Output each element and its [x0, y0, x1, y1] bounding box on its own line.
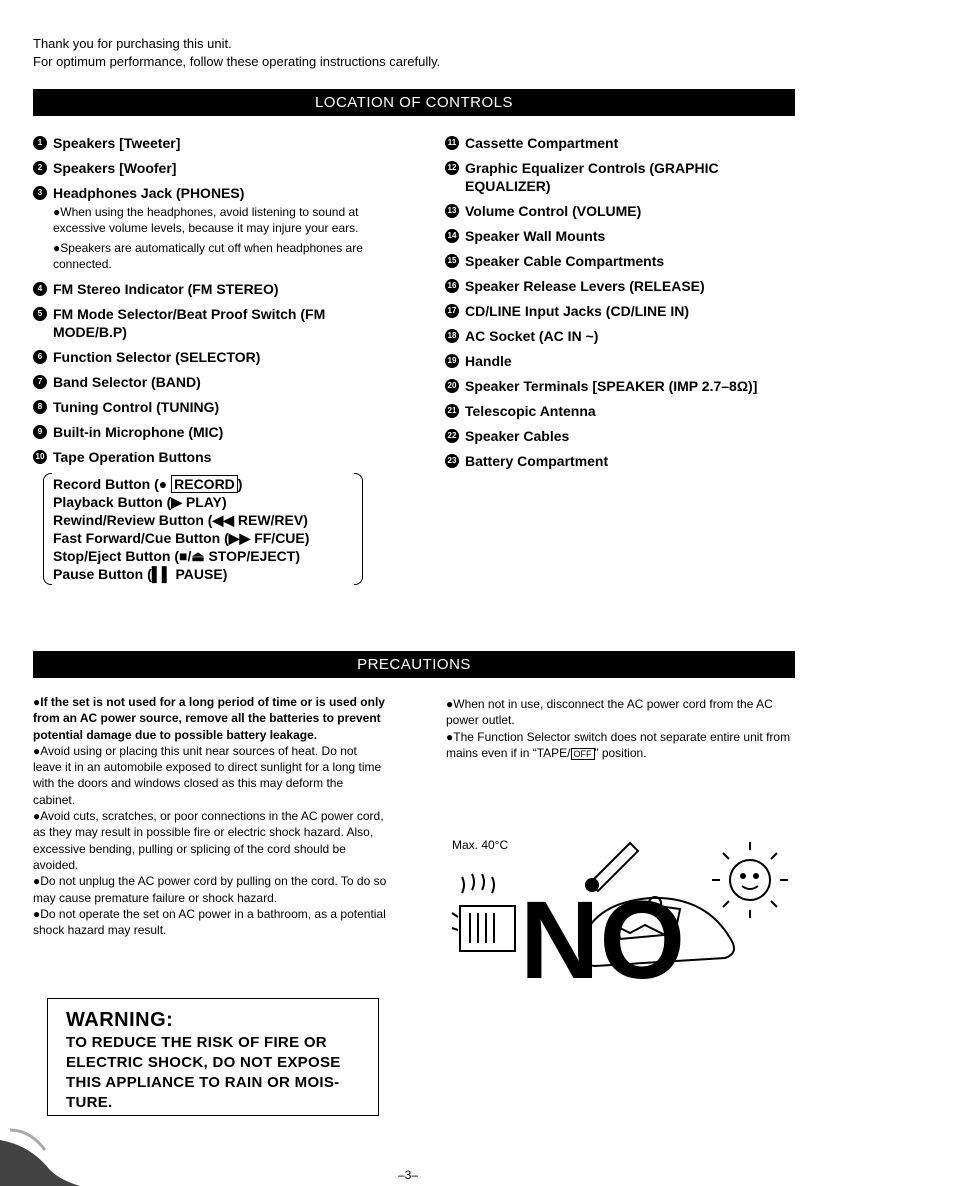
control-note: ●When using the headphones, avoid listening to sound at excessive volume levels, because it may injure your ears.	[53, 205, 359, 235]
control-number-badge: 2	[33, 161, 47, 175]
control-item	[445, 159, 805, 195]
control-number-badge: 5	[33, 307, 47, 321]
page-number: –3–	[398, 1168, 419, 1182]
control-number-badge: 10	[33, 450, 47, 464]
precaution-function-selector-text: ●The Function Selector switch does not separate entire unit from mains even if in “TAPE/	[446, 729, 791, 760]
control-number-badge: 16	[445, 279, 459, 293]
control-label: Speaker Terminals [SPEAKER (IMP 2.7–8Ω)]	[465, 378, 758, 394]
control-item	[33, 184, 393, 202]
control-item	[445, 134, 805, 152]
precautions-left-column	[33, 694, 387, 938]
warning-box	[47, 998, 379, 1116]
control-label: FM Mode Selector/Beat Proof Switch (FM MODE/B.P)	[53, 306, 326, 340]
control-item	[33, 423, 393, 441]
control-item	[33, 159, 393, 177]
control-item	[33, 134, 393, 152]
control-number-badge: 23	[445, 454, 459, 468]
control-number-badge: 21	[445, 404, 459, 418]
control-item	[445, 202, 805, 220]
tape-rew-button: Rewind/Review Button (◀◀ REW/REV)	[53, 512, 308, 528]
heater-icon	[452, 874, 515, 951]
control-label: Speaker Wall Mounts	[465, 228, 606, 244]
control-note: ●Speakers are automatically cut off when headphones are connected.	[53, 241, 363, 271]
tape-ff-button: Fast Forward/Cue Button (▶▶ FF/CUE)	[53, 530, 310, 546]
heat-warning-illustration	[450, 838, 810, 988]
control-label: Band Selector (BAND)	[53, 374, 201, 390]
control-number-badge: 17	[445, 304, 459, 318]
control-item	[445, 377, 805, 395]
precaution-item: ●Avoid cuts, scratches, or poor connections in the AC power cord, as they may result in possible fire or electric shock hazard. Also, excessive bending, pulling or splicing of the cord should be avoided.	[33, 809, 384, 872]
control-item	[445, 402, 805, 420]
control-number-badge: 6	[33, 350, 47, 364]
tape-play-button: Playback Button (▶ PLAY)	[53, 494, 227, 510]
control-number-badge: 4	[33, 282, 47, 296]
control-item	[445, 352, 805, 370]
control-number-badge: 3	[33, 186, 47, 200]
control-number-badge: 22	[445, 429, 459, 443]
control-number-badge: 8	[33, 400, 47, 414]
control-label: Battery Compartment	[465, 453, 609, 469]
control-number-badge: 13	[445, 204, 459, 218]
controls-list-right	[445, 134, 805, 477]
control-number-badge: 15	[445, 254, 459, 268]
precaution-item: ●Do not unplug the AC power cord by pulling on the cord. To do so may cause premature failure or shock hazard.	[33, 874, 387, 905]
control-label: Speaker Cable Compartments	[465, 253, 665, 269]
warning-title: WARNING:	[66, 1009, 174, 1031]
precautions-right-column	[446, 696, 798, 762]
control-item	[445, 252, 805, 270]
control-item	[445, 452, 805, 470]
control-label: Cassette Compartment	[465, 135, 619, 151]
control-number-badge: 18	[445, 329, 459, 343]
control-label: Headphones Jack (PHONES)	[53, 185, 245, 201]
record-label: Record Button (●	[53, 476, 172, 492]
control-item	[33, 398, 393, 416]
control-number-badge: 9	[33, 425, 47, 439]
control-label: Speaker Release Levers (RELEASE)	[465, 278, 705, 294]
precaution-item: ●If the set is not used for a long period of time or is used only from an AC power source, remove all the batteries to prevent potential damage due to possible battery leakage.	[33, 695, 385, 742]
control-label: Graphic Equalizer Controls (GRAPHIC EQUALIZER)	[465, 160, 719, 194]
control-label: Function Selector (SELECTOR)	[53, 349, 261, 365]
control-number-badge: 19	[445, 354, 459, 368]
control-label: CD/LINE Input Jacks (CD/LINE IN)	[465, 303, 690, 319]
control-label: Speaker Cables	[465, 428, 570, 444]
control-label: Tape Operation Buttons	[53, 449, 212, 465]
tape-stop-button: Stop/Eject Button (■/⏏ STOP/EJECT)	[53, 548, 300, 564]
precaution-item: ●Do not operate the set on AC power in a bathroom, as a potential shock hazard may result.	[33, 906, 386, 938]
control-number-badge: 20	[445, 379, 459, 393]
control-label: FM Stereo Indicator (FM STEREO)	[53, 281, 279, 297]
scan-smudge	[0, 1120, 90, 1186]
precaution-item: ●Avoid using or placing this unit near sources of heat. Do not leave it in an automobile exposed to direct sunlight for a long time with the doors and windows closed as this may deform the cabinet.	[33, 743, 382, 807]
tape-buttons-group	[43, 473, 363, 585]
control-label: AC Socket (AC IN ~)	[465, 328, 599, 344]
control-item	[33, 348, 393, 366]
control-label: Built-in Microphone (MIC)	[53, 424, 224, 440]
control-item	[445, 277, 805, 295]
control-item	[445, 227, 805, 245]
tape-record-button	[53, 475, 363, 493]
precautions-header: PRECAUTIONS	[33, 651, 795, 678]
control-item	[33, 305, 393, 341]
off-label-box: OFF	[571, 748, 595, 760]
control-number-badge: 7	[33, 375, 47, 389]
control-item	[33, 448, 393, 466]
record-suffix: )	[237, 476, 243, 492]
control-item	[33, 373, 393, 391]
intro-text	[33, 35, 440, 71]
control-number-badge: 1	[33, 136, 47, 150]
control-number-badge: 12	[445, 161, 459, 175]
record-box: RECORD	[171, 475, 238, 493]
control-item	[33, 280, 393, 298]
control-label: Telescopic Antenna	[465, 403, 596, 419]
control-label: Tuning Control (TUNING)	[53, 399, 220, 415]
control-item	[445, 427, 805, 445]
controls-list-left	[33, 134, 393, 585]
control-label: Speakers [Tweeter]	[53, 135, 181, 151]
precaution-power-cord: ●When not in use, disconnect the AC power cord from the AC power outlet.	[446, 697, 773, 728]
control-label: Handle	[465, 353, 512, 369]
intro-line-2: For optimum performance, follow these operating instructions carefully.	[33, 54, 441, 69]
control-number-badge: 11	[445, 136, 459, 150]
sun-icon	[712, 842, 788, 918]
control-item	[445, 327, 805, 345]
intro-line-1: Thank you for purchasing this unit.	[33, 36, 232, 51]
max-temperature-label: Max. 40°C	[452, 838, 509, 852]
control-number-badge: 14	[445, 229, 459, 243]
warning-body: TO REDUCE THE RISK OF FIRE OR ELECTRIC SHOCK, DO NOT EXPOSE THIS APPLIANCE TO RAIN OR MOIS-TURE.	[66, 1034, 341, 1111]
control-label: Volume Control (VOLUME)	[465, 203, 642, 219]
precaution-function-selector	[446, 729, 798, 763]
precaution-function-selector-suffix: ” position.	[594, 745, 647, 760]
no-symbol: NO	[520, 879, 685, 988]
control-label: Speakers [Woofer]	[53, 160, 177, 176]
control-item	[445, 302, 805, 320]
tape-pause-button: Pause Button (▌▌ PAUSE)	[53, 566, 228, 582]
location-of-controls-header: LOCATION OF CONTROLS	[33, 89, 795, 116]
